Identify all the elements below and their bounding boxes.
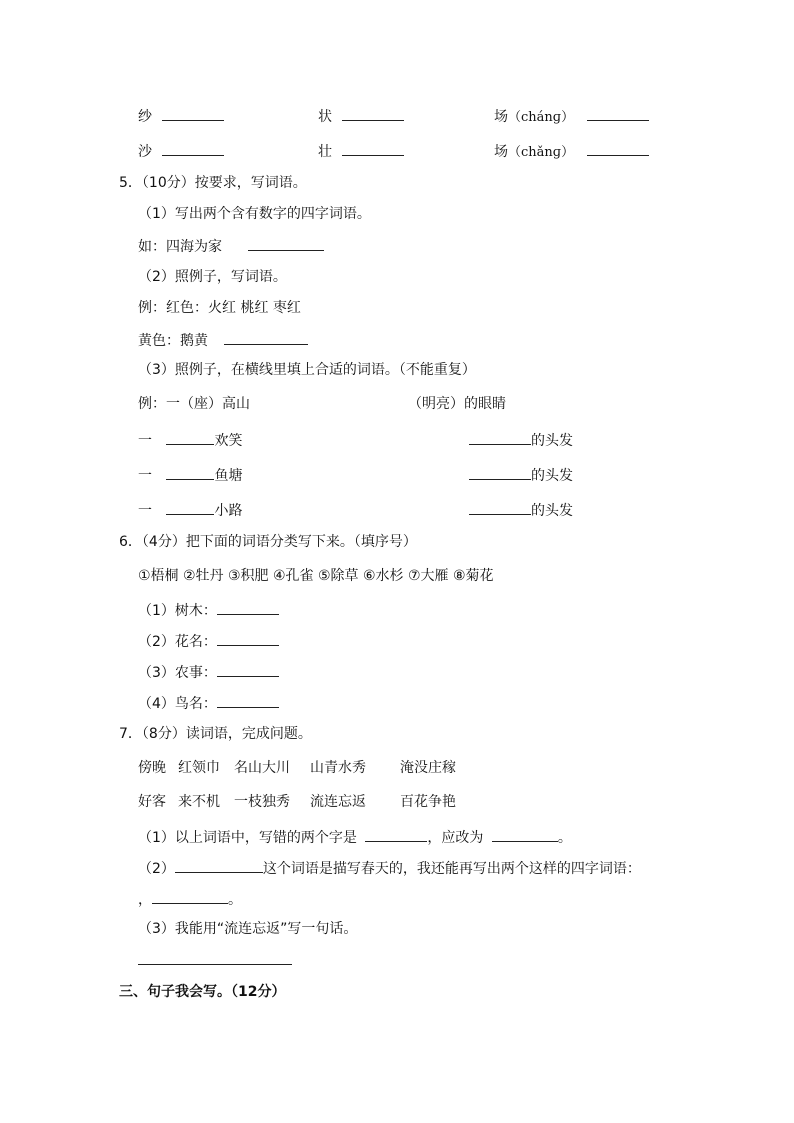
answer-blank[interactable] (224, 330, 308, 345)
answer-blank[interactable] (166, 500, 214, 515)
q7-word: 山青水秀 (310, 760, 366, 776)
q5-row-3-left: 一 小路 (138, 500, 242, 520)
q7-word: 好客 (138, 794, 166, 810)
q7-word: 流连忘返 (310, 794, 366, 810)
section-3-heading: 三、句子我会写。（12分） (119, 984, 286, 1000)
answer-blank[interactable] (217, 662, 279, 677)
answer-blank[interactable] (342, 106, 404, 121)
q4-row1-col2: 状 (318, 106, 404, 126)
q7-word: 百花争艳 (400, 794, 456, 810)
q5-sub2: （2）照例子，写词语。 (138, 269, 287, 285)
q7-sub3: （3）我能用“流连忘返”写一句话。 (138, 921, 358, 937)
q7-word: 来不机 (178, 794, 220, 810)
q7-title: 7．（8分）读词语，完成问题。 (119, 726, 312, 742)
q5-sub1: （1）写出两个含有数字的四字词语。 (138, 206, 371, 222)
answer-blank[interactable] (166, 430, 214, 445)
answer-blank[interactable] (217, 600, 279, 615)
answer-blank[interactable] (469, 465, 531, 480)
q6-item-trees: （1）树木： (138, 600, 279, 620)
q6-item-birds: （4）鸟名： (138, 693, 279, 713)
q7-sub2: （2） 这个词语是描写春天的，我还能再写出两个这样的四字词语： (138, 858, 641, 878)
answer-blank[interactable] (342, 141, 404, 156)
q6-word-list: ①梧桐 ②牡丹 ③积肥 ④孔雀 ⑤除草 ⑥水杉 ⑦大雁 ⑧菊花 (138, 568, 494, 584)
q5-sub3: （3）照例子，在横线里填上合适的词语。（不能重复） (138, 362, 476, 378)
q5-row-1-left: 一 欢笑 (138, 430, 242, 450)
answer-blank[interactable] (469, 430, 531, 445)
q6-item-flowers: （2）花名： (138, 631, 279, 651)
q5-sub2-task: 黄色：鹅黄 (138, 330, 308, 350)
q4-row2-col2: 壮 (318, 141, 404, 161)
answer-blank[interactable] (217, 631, 279, 646)
answer-blank[interactable] (248, 236, 324, 251)
q7-word: 红领巾 (178, 760, 220, 776)
answer-blank[interactable] (175, 858, 263, 873)
q7-sub2-cont: ， 。 (138, 889, 242, 909)
answer-blank[interactable] (587, 141, 649, 156)
answer-blank[interactable] (166, 465, 214, 480)
q7-word: 名山大川 (234, 760, 290, 776)
q5-row-1-right: 的头发 (469, 430, 573, 450)
q4-row2-col1: 沙 (138, 141, 224, 161)
q6-title: 6．（4分）把下面的词语分类写下来。（填序号） (119, 534, 417, 550)
answer-blank[interactable] (217, 693, 279, 708)
q6-item-farming: （3）农事： (138, 662, 279, 682)
q5-row-2-right: 的头发 (469, 465, 573, 485)
q5-sub2-example: 例：红色：火红 桃红 枣红 (138, 300, 301, 316)
answer-blank[interactable] (162, 141, 224, 156)
q5-title: 5．（10分）按要求，写词语。 (119, 175, 307, 191)
q4-row1-col1: 纱 (138, 106, 224, 126)
q7-word: 一枝独秀 (234, 794, 290, 810)
answer-blank[interactable] (587, 106, 649, 121)
answer-blank[interactable] (152, 889, 228, 904)
answer-blank[interactable] (492, 827, 558, 842)
q5-sub1-example: 如：四海为家 (138, 236, 324, 256)
q7-sub1: （1）以上词语中，写错的两个字是 ，应改为 。 (138, 827, 572, 847)
q4-row1-col3: 场（chánɡ） (494, 106, 649, 127)
q4-row2-col3: 场（chǎnɡ） (494, 141, 649, 162)
q5-sub3-example-right: （明亮）的眼睛 (408, 396, 506, 412)
q5-row-3-right: 的头发 (469, 500, 573, 520)
answer-blank[interactable] (469, 500, 531, 515)
q7-word: 淹没庄稼 (400, 760, 456, 776)
q5-sub3-example-left: 例：一（座）高山 (138, 396, 250, 412)
q7-word: 傍晚 (138, 760, 166, 776)
q5-row-2-left: 一 鱼塘 (138, 465, 242, 485)
answer-blank[interactable] (138, 950, 292, 965)
answer-blank[interactable] (365, 827, 427, 842)
q7-sub3-answer-line[interactable] (138, 950, 292, 970)
answer-blank[interactable] (162, 106, 224, 121)
